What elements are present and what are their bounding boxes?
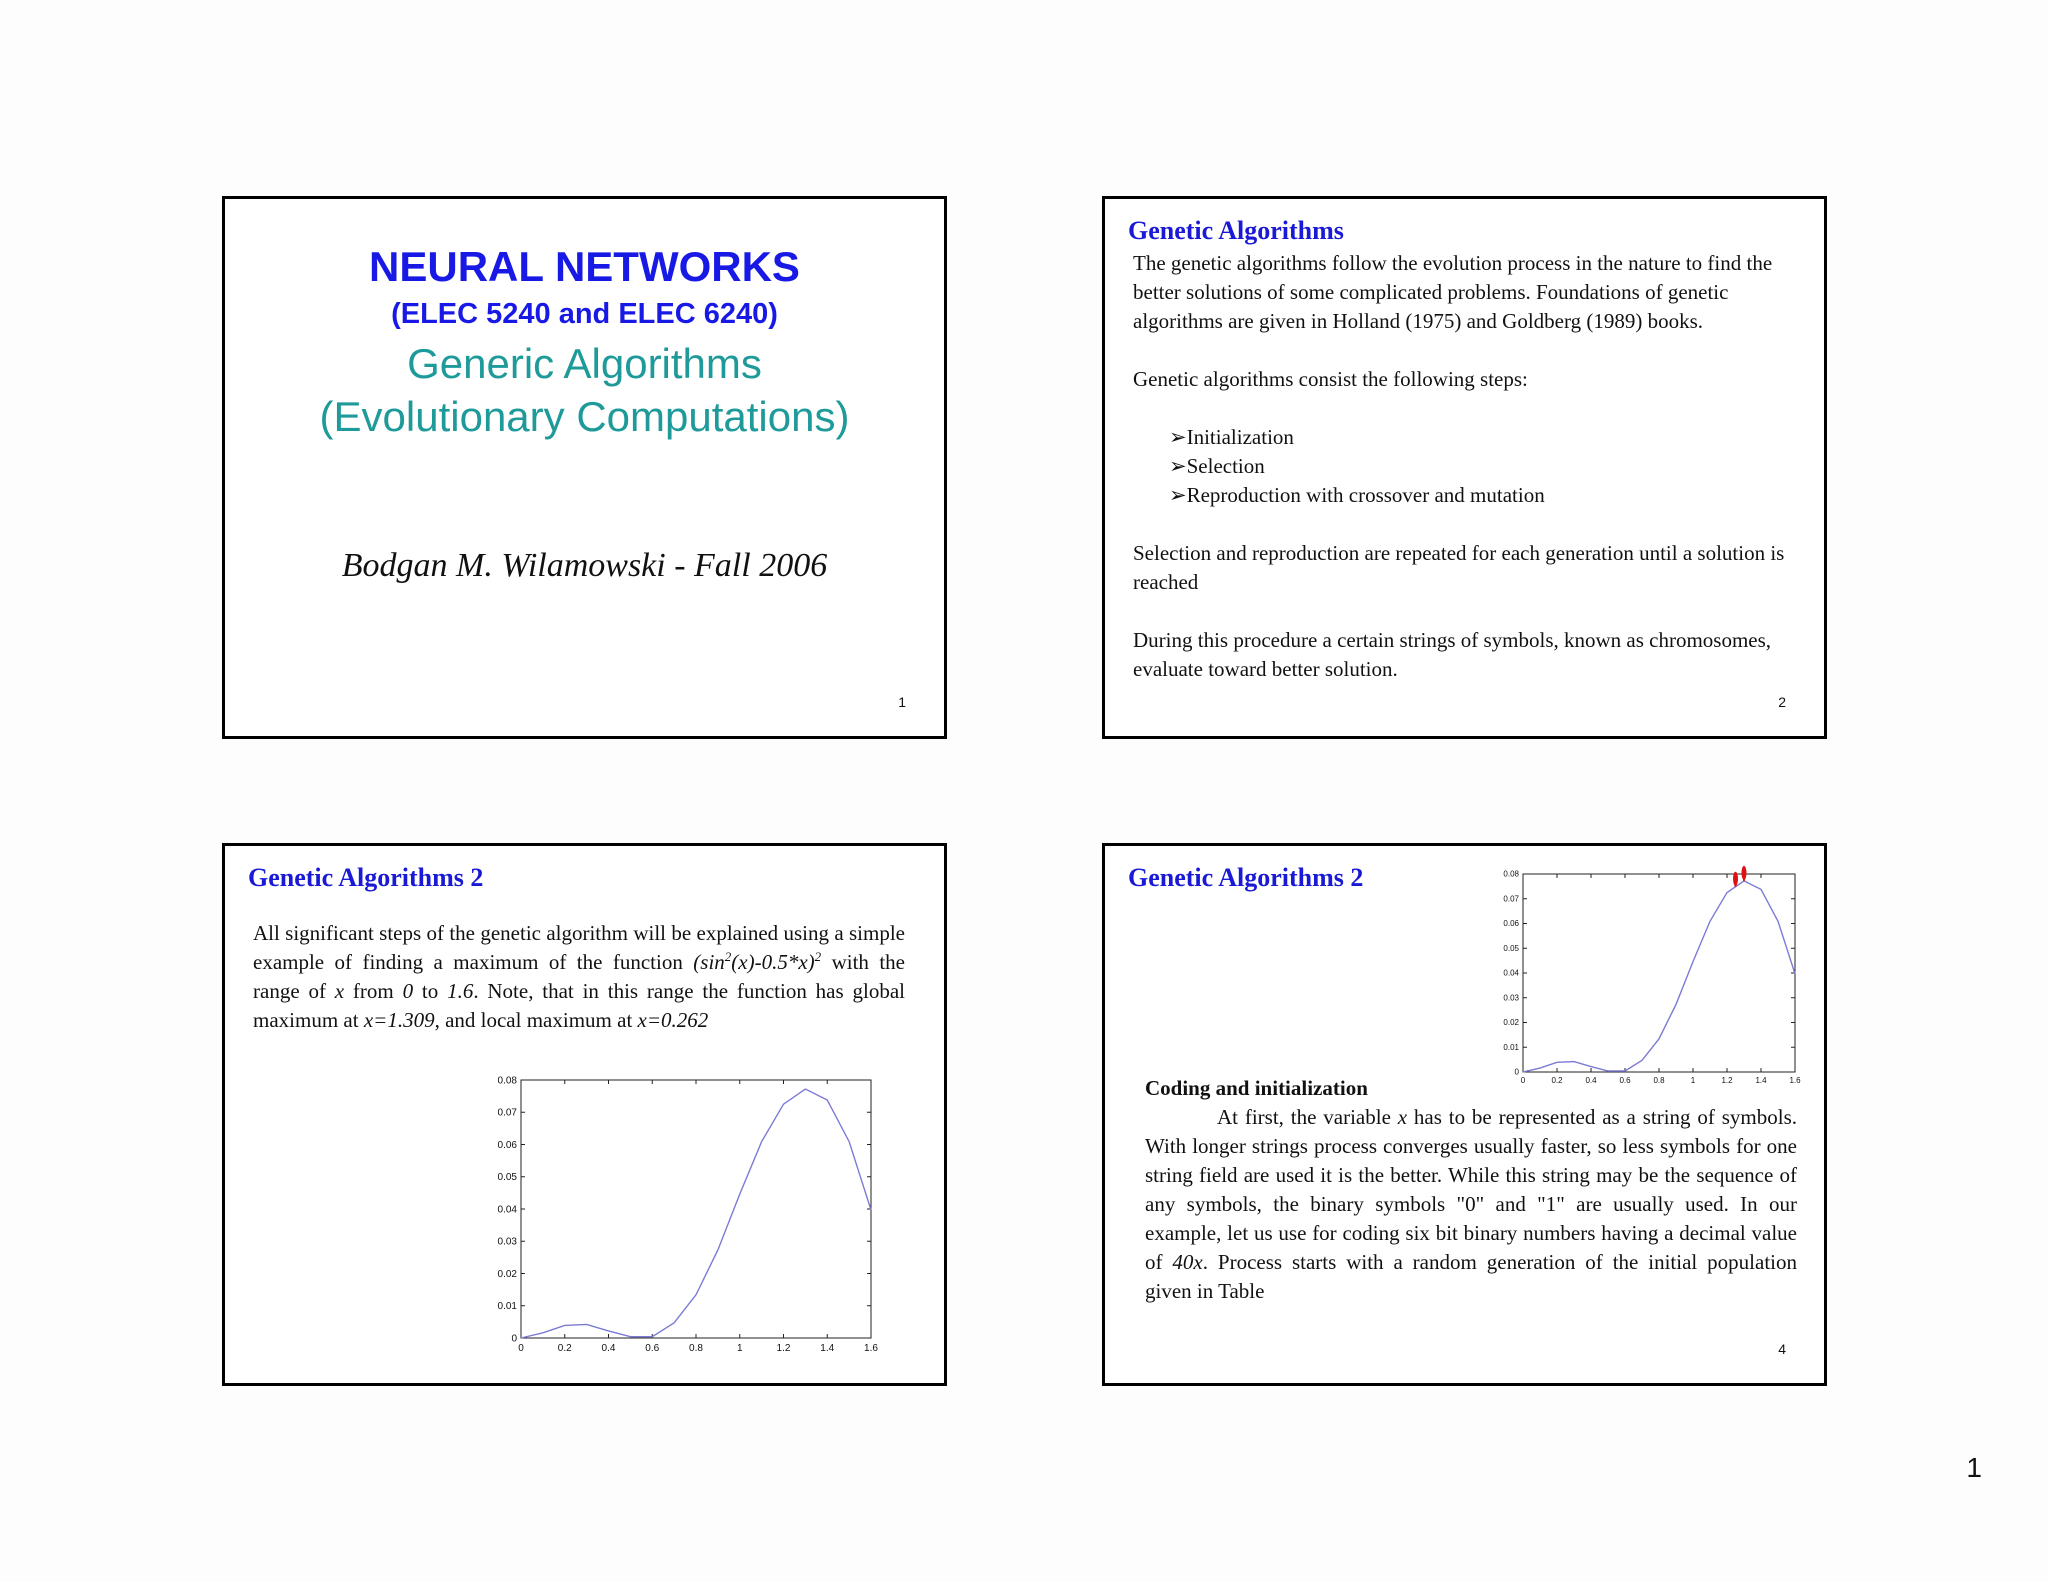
page-number: 1	[1966, 1452, 1982, 1483]
y-tick-label: 0.04	[1503, 968, 1519, 978]
x-tick-label: 0	[1520, 1076, 1526, 1085]
formula-part: (x)-0.5*x)	[731, 950, 815, 974]
x-tick-label: 0.6	[1619, 1076, 1631, 1085]
y-tick-label: 0.03	[497, 1236, 517, 1248]
arrow-bullet-icon: ➢	[1169, 483, 1187, 507]
x-tick-label: 1	[1690, 1076, 1696, 1085]
x-tick-label: 0.6	[645, 1343, 660, 1354]
slide-body	[253, 919, 905, 1035]
text-run: . Process starts with a random generation of the initial population given in Table	[1145, 1250, 1797, 1303]
y-tick-label: 0.08	[1503, 869, 1519, 879]
paragraph: Selection and reproduction are repeated for each generation until a solution is reached	[1133, 541, 1785, 594]
slide-number: 1	[898, 694, 906, 710]
x-tick-label: 1.2	[1721, 1076, 1733, 1085]
plot-area	[1523, 874, 1795, 1072]
course-code: (ELEC 5240 and ELEC 6240)	[391, 298, 778, 330]
x-tick-label: 0.2	[1551, 1076, 1563, 1085]
x-tick-label: 1.2	[776, 1343, 791, 1354]
text-run: from	[344, 979, 403, 1003]
y-tick-label: 0.06	[497, 1139, 517, 1151]
text-run: to	[413, 979, 448, 1003]
text-run: At first, the variable	[1217, 1105, 1398, 1129]
y-tick-label: 0.08	[497, 1075, 517, 1087]
y-tick-label: 0.05	[497, 1172, 517, 1184]
list-item	[1133, 481, 1793, 510]
subtitle-line-2: (Evolutionary Computations)	[319, 393, 850, 440]
y-tick-label: 0.07	[1503, 894, 1519, 904]
paragraph: During this procedure a certain strings of symbols, known as chromosomes, evaluate toward better solution.	[1133, 628, 1772, 681]
paragraph: Genetic algorithms consist the following steps:	[1133, 367, 1528, 391]
x-tick-label: 1.6	[1789, 1076, 1801, 1085]
x-tick-label: 0.2	[557, 1343, 572, 1354]
y-tick-label: 0	[1514, 1067, 1519, 1077]
text-run: with the range of	[253, 950, 905, 1003]
slide-title: Genetic Algorithms	[1128, 216, 1344, 245]
formula-superscript: 2	[814, 949, 822, 964]
x-tick-label: 0.8	[1653, 1076, 1665, 1085]
formula-part: (sin	[693, 950, 725, 974]
y-tick-label: 0.02	[1503, 1018, 1519, 1028]
slide-number: 2	[1778, 694, 1786, 710]
x-tick-label: 1.4	[1755, 1076, 1767, 1085]
y-tick-label: 0.07	[497, 1107, 517, 1119]
function-plot	[487, 1068, 907, 1368]
x-tick-label: 1.4	[820, 1343, 835, 1354]
arrow-bullet-icon: ➢	[1169, 454, 1187, 478]
list-item	[1133, 423, 1793, 452]
slide-body	[1133, 249, 1793, 684]
author-line: Bodgan M. Wilamowski - Fall 2006	[341, 547, 828, 584]
slide-number: 4	[1778, 1341, 1786, 1357]
x-tick-label: 1	[736, 1343, 743, 1354]
slide-2	[1102, 196, 1827, 739]
y-tick-label: 0.05	[1503, 943, 1519, 953]
function-plot-with-markers	[1495, 856, 1825, 1091]
variable: x	[334, 979, 345, 1003]
x-tick-label: 0.8	[689, 1343, 703, 1354]
population-marker-dot	[1742, 866, 1747, 880]
slide-4	[1102, 843, 1827, 1386]
y-tick-label: 0	[511, 1333, 517, 1345]
text-run: has to be represented as a string of symbols. With longer strings process converges usually faster, so less symbols for one string field are used it is the better. While this string may be the sequence of any symbols, the binary symbols "0" and "1" are usually used. In our example, let us use for coding six bit binary numbers having a decimal value of	[1145, 1105, 1797, 1274]
y-tick-label: 0.02	[497, 1268, 517, 1280]
y-tick-label: 0.01	[497, 1301, 517, 1313]
slide-body	[1145, 1103, 1797, 1306]
slide-title: NEURAL NETWORKS	[369, 243, 800, 290]
x-tick-label: 1.6	[864, 1343, 878, 1354]
global-max: x=1.309	[363, 1008, 435, 1032]
slide-title: Genetic Algorithms 2	[248, 863, 484, 892]
plot-area	[521, 1080, 871, 1338]
y-tick-label: 0.03	[1503, 993, 1519, 1003]
x-tick-label: 0.4	[1585, 1076, 1597, 1085]
paragraph: The genetic algorithms follow the evolution process in the nature to find the better solutions of some complicated problems. Foundations of genetic algorithms are given in Holland (1975) and Goldberg (1989) books.	[1133, 251, 1773, 333]
y-tick-label: 0.06	[1503, 919, 1519, 929]
x-tick-label: 0.4	[601, 1343, 616, 1354]
slide-1	[222, 196, 947, 739]
x-tick-label: 0	[518, 1343, 524, 1354]
slide-3	[222, 843, 947, 1386]
range-end: 1.6	[447, 979, 474, 1003]
list-item-label: Selection	[1186, 454, 1265, 478]
range-start: 0	[402, 979, 414, 1003]
formula-superscript: 2	[724, 949, 732, 964]
subtitle-line-1: Generic Algorithms	[407, 340, 762, 387]
text-run: All significant steps of the genetic algorithm will be explained using a simple example of finding a maximum of the function	[253, 921, 905, 974]
list-item	[1133, 452, 1793, 481]
text-run: , and local maximum at	[434, 1008, 638, 1032]
section-heading: Coding and initialization	[1145, 1076, 1368, 1100]
list-item-label: Reproduction with crossover and mutation	[1186, 483, 1545, 507]
population-marker-dot	[1733, 872, 1738, 886]
variable: x	[1397, 1105, 1408, 1129]
y-tick-label: 0.01	[1503, 1042, 1519, 1052]
local-max: x=0.262	[637, 1008, 709, 1032]
arrow-bullet-icon: ➢	[1169, 425, 1187, 449]
coding-value: 40x	[1172, 1250, 1203, 1274]
text-run: . Note, that in this range the function has global maximum at	[253, 979, 905, 1032]
list-item-label: Initialization	[1186, 425, 1294, 449]
y-tick-label: 0.04	[497, 1204, 517, 1216]
slide-title: Genetic Algorithms 2	[1128, 863, 1364, 892]
